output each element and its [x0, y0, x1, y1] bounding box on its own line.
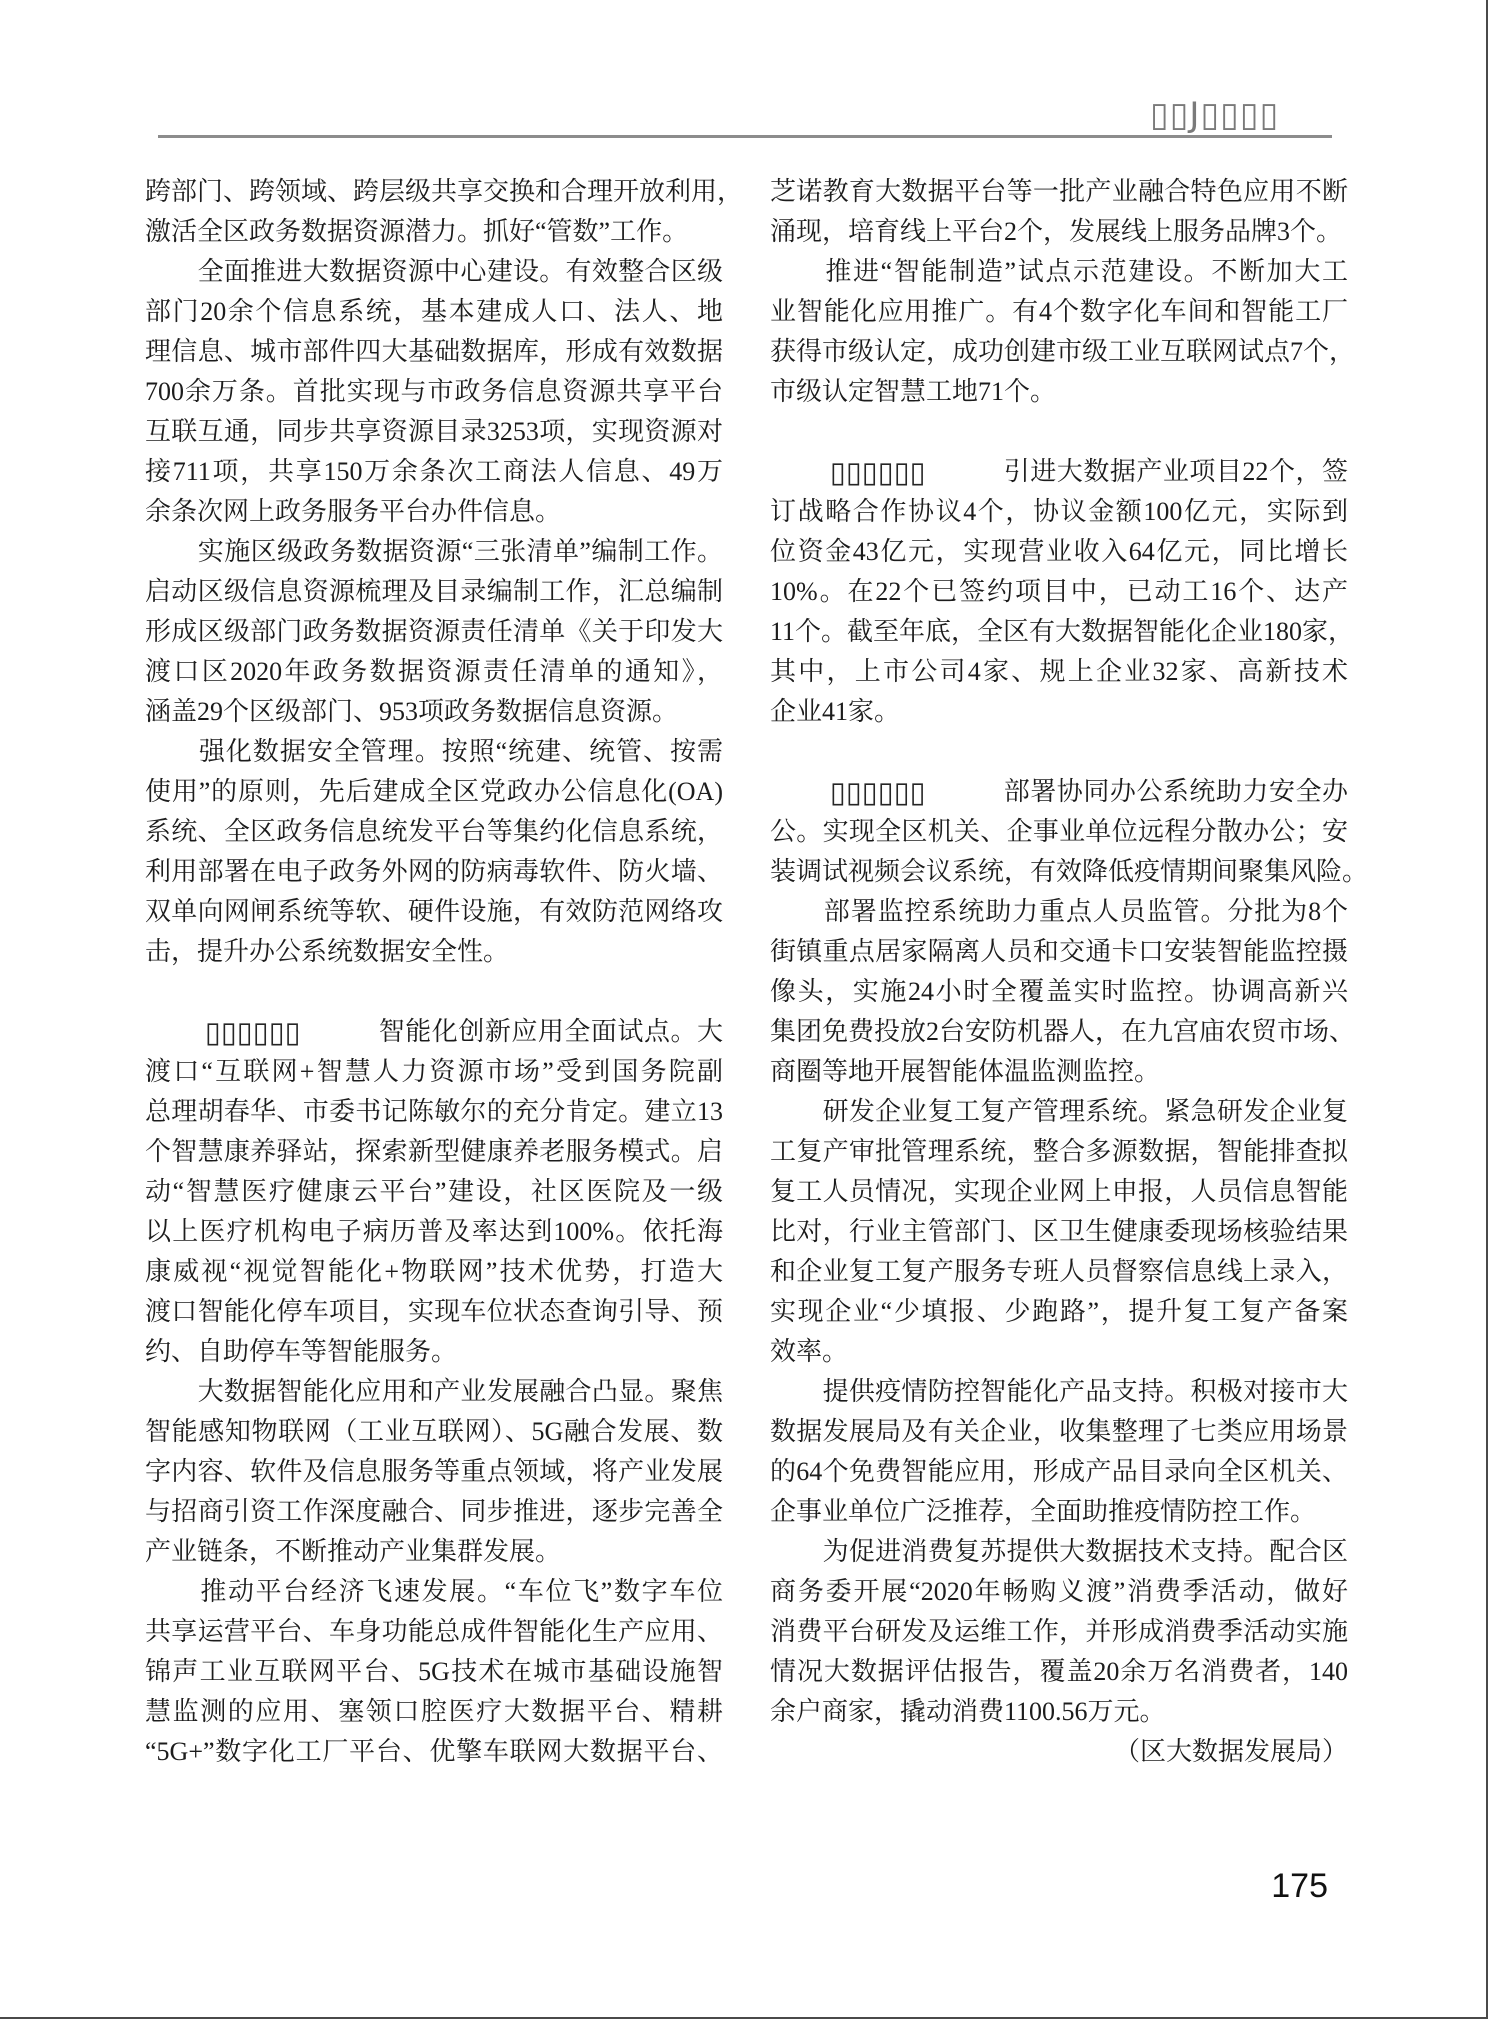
text-line: 企事业单位广泛推荐，全面助推疫情防控工作。: [770, 1497, 1317, 1526]
text-line: 集团免费投放2台安防机器人，在九宫庙农贸市场、: [770, 1017, 1356, 1046]
text-line: 产业链条，不断推动产业集群发展。: [145, 1537, 562, 1566]
text-line: 以上医疗机构电子病历普及率达到100%。依托海: [145, 1217, 723, 1246]
text-line: 实施区级政务数据资源“三张清单”编制工作。: [145, 537, 723, 566]
text-line: 渡口智能化停车项目，实现车位状态查询引导、预: [145, 1297, 723, 1326]
text-line: 的64个免费智能应用，形成产品目录向全区机关、: [770, 1457, 1348, 1486]
text-line: 总理胡春华、市委书记陈敏尔的充分肯定。建立13: [145, 1097, 723, 1126]
text-line: 公。实现全区机关、企事业单位远程分散办公；安: [770, 817, 1348, 846]
text-line: 商圈等地开展智能体温监测监控。: [770, 1057, 1161, 1086]
text-line: 实现企业“少填报、少跑路”，提升复工复产备案: [770, 1297, 1348, 1326]
section-heading-line: [770, 772, 1348, 812]
text-line: 工复产审批管理系统，整合多源数据，智能排查拟: [770, 1137, 1348, 1166]
text-line: 数据发展局及有关企业，收集整理了七类应用场景: [770, 1417, 1348, 1446]
left-text-column: [145, 172, 744, 1772]
text-line: 全面推进大数据资源中心建设。有效整合区级: [145, 257, 723, 286]
text-line: 为促进消费复苏提供大数据技术支持。配合区: [770, 1537, 1348, 1566]
text-line: 锦声工业互联网平台、5G技术在城市基础设施智: [145, 1657, 723, 1686]
text-line: 动“智慧医疗健康云平台”建设，社区医院及一级: [145, 1177, 723, 1206]
text-line: 涵盖29个区级部门、953项政务数据信息资源。: [145, 697, 679, 726]
text-line: 商务委开展“2020年畅购义渡”消费季活动，做好: [770, 1577, 1348, 1606]
text-line: 推动平台经济飞速发展。“车位飞”数字车位: [145, 1577, 723, 1606]
text-line: 芝诺教育大数据平台等一批产业融合特色应用不断: [770, 177, 1348, 206]
text-line: 理信息、城市部件四大基础数据库，形成有效数据: [145, 337, 723, 366]
text-line: 11个。截至年底，全区有大数据智能化企业180家，: [770, 617, 1355, 646]
text-line: 渡口“互联网+智慧人力资源市场”受到国务院副: [145, 1057, 723, 1086]
text-line: 跨部门、跨领域、跨层级共享交换和合理开放利用，: [145, 177, 744, 206]
section-heading-text: 引进大数据产业项目22个，签: [1003, 457, 1348, 486]
text-line: 使用”的原则，先后建成全区党政办公信息化(OA): [145, 777, 723, 806]
text-line: 余条次网上政务服务平台办件信息。: [145, 497, 562, 526]
text-line: 利用部署在电子政务外网的防病毒软件、防火墙、: [145, 857, 723, 886]
text-line: 提供疫情防控智能化产品支持。积极对接市大: [770, 1377, 1348, 1406]
section-heading-missing-glyphs: ▯▯▯▯▯▯: [205, 1015, 301, 1049]
text-line: 部署监控系统助力重点人员监管。分批为8个: [770, 897, 1348, 926]
text-line: 启动区级信息资源梳理及目录编制工作，汇总编制: [145, 577, 723, 606]
text-line: 推进“智能制造”试点示范建设。不断加大工: [770, 257, 1348, 286]
text-line: 智能感知物联网（工业互联网）、5G融合发展、数: [145, 1417, 723, 1446]
text-line: 约、自助停车等智能服务。: [145, 1337, 458, 1366]
blank-line: [770, 732, 1348, 772]
text-line: 其中，上市公司4家、规上企业32家、高新技术: [770, 657, 1348, 686]
text-line: 10%。在22个已签约项目中，已动工16个、达产: [770, 577, 1348, 606]
text-line: 涌现，培育线上平台2个，发展线上服务品牌3个。: [770, 217, 1343, 246]
text-line: 字内容、软件及信息服务等重点领域，将产业发展: [145, 1457, 723, 1486]
text-line: 大数据智能化应用和产业发展融合凸显。聚焦: [145, 1377, 723, 1406]
text-line: 互联互通，同步共享资源目录3253项，实现资源对: [145, 417, 723, 446]
text-line: 系统、全区政务信息统发平台等集约化信息系统，: [145, 817, 723, 846]
text-line: 情况大数据评估报告，覆盖20余万名消费者，140: [770, 1657, 1348, 1686]
text-line: 康威视“视觉智能化+物联网”技术优势，打造大: [145, 1257, 723, 1286]
text-line: 部门20余个信息系统，基本建成人口、法人、地: [145, 297, 723, 326]
section-heading-text: 部署协同办公系统助力安全办: [1003, 777, 1348, 806]
text-line: 研发企业复工复产管理系统。紧急研发企业复: [770, 1097, 1348, 1126]
text-line: 比对，行业主管部门、区卫生健康委现场核验结果: [770, 1217, 1348, 1246]
text-line: 700余万条。首批实现与市政务信息资源共享平台: [145, 377, 723, 406]
text-line: 强化数据安全管理。按照“统建、统管、按需: [145, 737, 723, 766]
text-line: 慧监测的应用、塞领口腔医疗大数据平台、精耕: [145, 1697, 723, 1726]
blank-line: [145, 972, 723, 1012]
text-line: 装调试视频会议系统，有效降低疫情期间聚集风险。: [770, 857, 1369, 886]
text-line: 渡口区2020年政务数据资源责任清单的通知》，: [145, 657, 723, 686]
text-line: 市级认定智慧工地71个。: [770, 377, 1057, 406]
text-line: 消费平台研发及运维工作，并形成消费季活动实施: [770, 1617, 1348, 1646]
text-line: 个智慧康养驿站，探索新型健康养老服务模式。启: [145, 1137, 723, 1166]
section-heading-text: 智能化创新应用全面试点。大: [378, 1017, 723, 1046]
section-heading-line: [770, 452, 1348, 492]
text-line: 位资金43亿元，实现营业收入64亿元，同比增长: [770, 537, 1348, 566]
text-line: 形成区级部门政务数据资源责任清单《关于印发大: [145, 617, 723, 646]
text-line: 业智能化应用推广。有4个数字化车间和智能工厂: [770, 297, 1348, 326]
signature-line: （区大数据发展局）: [1113, 1737, 1348, 1766]
text-line: 效率。: [770, 1337, 849, 1366]
text-line: 像头，实施24小时全覆盖实时监控。协调高新兴: [770, 977, 1348, 1006]
text-line: 订战略合作协议4个，协议金额100亿元，实际到: [770, 497, 1348, 526]
section-heading-line: [145, 1012, 723, 1052]
section-heading-missing-glyphs: ▯▯▯▯▯▯: [830, 455, 926, 489]
blank-line: [770, 412, 1348, 452]
text-line: 企业41家。: [770, 697, 901, 726]
section-heading-missing-glyphs: ▯▯▯▯▯▯: [830, 775, 926, 809]
right-text-column: [770, 172, 1369, 1772]
text-line: 余户商家，撬动消费1100.56万元。: [770, 1697, 1166, 1726]
text-line: 激活全区政务数据资源潜力。抓好“管数”工作。: [145, 217, 689, 246]
text-line: 共享运营平台、车身功能总成件智能化生产应用、: [145, 1617, 723, 1646]
text-line: 获得市级认定，成功创建市级工业互联网试点7个，: [770, 337, 1356, 366]
text-line: 与招商引资工作深度融合、同步推进，逐步完善全: [145, 1497, 723, 1526]
text-line: 复工人员情况，实现企业网上申报，人员信息智能: [770, 1177, 1348, 1206]
text-line: 和企业复工复产服务专班人员督察信息线上录入，: [770, 1257, 1348, 1286]
page-number: 175: [1271, 1867, 1328, 1905]
header-rule: [158, 135, 1332, 138]
text-line: 街镇重点居家隔离人员和交通卡口安装智能监控摄: [770, 937, 1348, 966]
page-header-missing-glyphs: ▯▯J▯▯▯▯: [1150, 95, 1280, 135]
text-line: “5G+”数字化工厂平台、优擎车联网大数据平台、: [145, 1737, 723, 1766]
text-line: 击，提升办公系统数据安全性。: [145, 937, 510, 966]
text-line: 接711项，共享150万余条次工商法人信息、49万: [145, 457, 723, 486]
text-line: 双单向网闸系统等软、硬件设施，有效防范网络攻: [145, 897, 723, 926]
